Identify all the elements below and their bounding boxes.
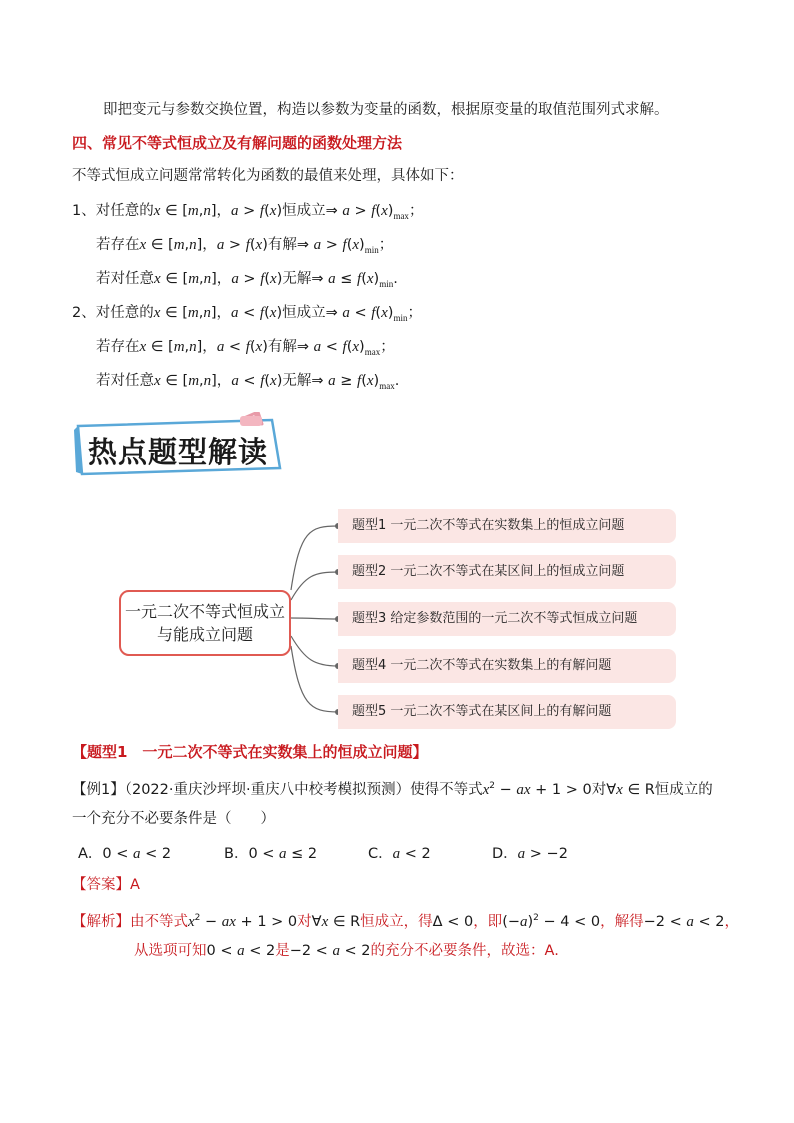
rule-2c: 若对任意x ∈ [m,n]，a < f(x)无解⇒ $a \ge f(x)_{max}$.: [96, 373, 400, 391]
section-four-intro: 不等式恒成立问题常常转化为函数的最值来处理，具体如下：: [72, 168, 464, 184]
example-label: 【例1】: [72, 781, 125, 798]
option-b: B．0 < a ≤ 2: [224, 846, 318, 862]
rule-1a: 1、对任意的x ∈ [m,n]，a > f(x)恒成立⇒ $a > f(x)_{max}$；: [72, 203, 424, 221]
rule-verb: 有解: [267, 237, 297, 253]
answer-value: A: [130, 877, 140, 893]
rule-1b: 若存在x ∈ [m,n]，a > f(x)有解⇒ $a > f(x)_{min}$；: [96, 237, 394, 255]
option-c: C．a < 2: [368, 846, 431, 862]
analysis-label: 【解析】: [72, 913, 130, 930]
answer-label: 【答案】: [72, 877, 130, 893]
sub-max: max: [364, 347, 381, 357]
sub-min: min: [393, 313, 408, 323]
rule-verb: 恒成立: [282, 305, 326, 321]
intro-line: 即把变元与参数交换位置，构造以参数为变量的函数，根据原变量的取值范围列式求解。: [103, 102, 669, 118]
rule-2a: 2、对任意的x ∈ [m,n]，a < f(x)恒成立⇒ $a < f(x)_{min}$；: [72, 305, 422, 323]
option-a: A．0 < a < 2: [78, 846, 172, 862]
rule-prefix: 若对任意: [96, 373, 154, 389]
analysis-line-1: 【解析】由不等式$x^2$ − ax + 1 > 0对∀x ∈ R恒成立，得Δ < 0，即$(-a)^2 - 4 < 0$，解得−2 < a < 2，: [72, 913, 739, 930]
rule-prefix: 若对任意: [96, 271, 154, 287]
mindmap-branch-4: 题型4 一元二次不等式在实数集上的有解问题: [338, 649, 676, 683]
example-line-1: 【例1】（2022·重庆沙坪坝·重庆八中校考模拟预测）使得不等式$x^2$ − ax + 1 > 0对∀x ∈ R恒成立的: [72, 781, 713, 798]
rule-2b: 若存在x ∈ [m,n]，a < f(x)有解⇒ $a < f(x)_{max}$；: [96, 339, 395, 357]
rule-prefix: 若存在: [96, 339, 140, 355]
example-line-2: 一个充分不必要条件是（ ）: [72, 811, 275, 827]
hot-topics-banner: [72, 412, 288, 478]
rule-verb: 无解: [282, 373, 312, 389]
rule-prefix: 若存在: [96, 237, 140, 253]
answer-line: [72, 875, 140, 895]
sub-min: min: [379, 279, 394, 289]
mindmap-branch-2: 题型2 一元二次不等式在某区间上的恒成立问题: [338, 555, 676, 589]
banner-title: 热点题型解读: [88, 435, 269, 469]
rule-1c: 若对任意x ∈ [m,n]，a > f(x)无解⇒ $a \le f(x)_{min}$.: [96, 271, 398, 289]
rule-verb: 有解: [267, 339, 297, 355]
section-four-title: 四、常见不等式恒成立及有解问题的函数处理方法: [72, 134, 403, 152]
sub-min: min: [364, 245, 379, 255]
mindmap-root: 一元二次不等式恒成立与能成立问题: [119, 590, 291, 656]
type1-heading: 【题型1 一元二次不等式在实数集上的恒成立问题】: [72, 743, 428, 761]
rule-prefix: 对任意的: [95, 203, 154, 219]
rule-verb: 恒成立: [282, 203, 326, 219]
rule-prefix: 对任意的: [95, 305, 154, 321]
analysis-line-2: 从选项可知0 < a < 2是−2 < a < 2的充分不必要条件，故选：A.: [134, 943, 559, 959]
example-source: （2022·重庆沙坪坝·重庆八中校考模拟预测）使得不等式: [124, 781, 483, 798]
item1-number: 1、: [72, 203, 96, 219]
sub-max: max: [379, 381, 395, 391]
mindmap-branch-3: 题型3 给定参数范围的一元二次不等式恒成立问题: [338, 602, 676, 636]
mindmap-branch-5: 题型5 一元二次不等式在某区间上的有解问题: [338, 695, 676, 729]
item2-number: 2、: [72, 305, 96, 321]
option-d: D．a > −2: [492, 846, 568, 862]
mindmap-branch-1: 题型1 一元二次不等式在实数集上的恒成立问题: [338, 509, 676, 543]
rule-domain: x: [153, 203, 161, 219]
rule-verb: 无解: [282, 271, 312, 287]
sub-max: max: [393, 211, 409, 221]
